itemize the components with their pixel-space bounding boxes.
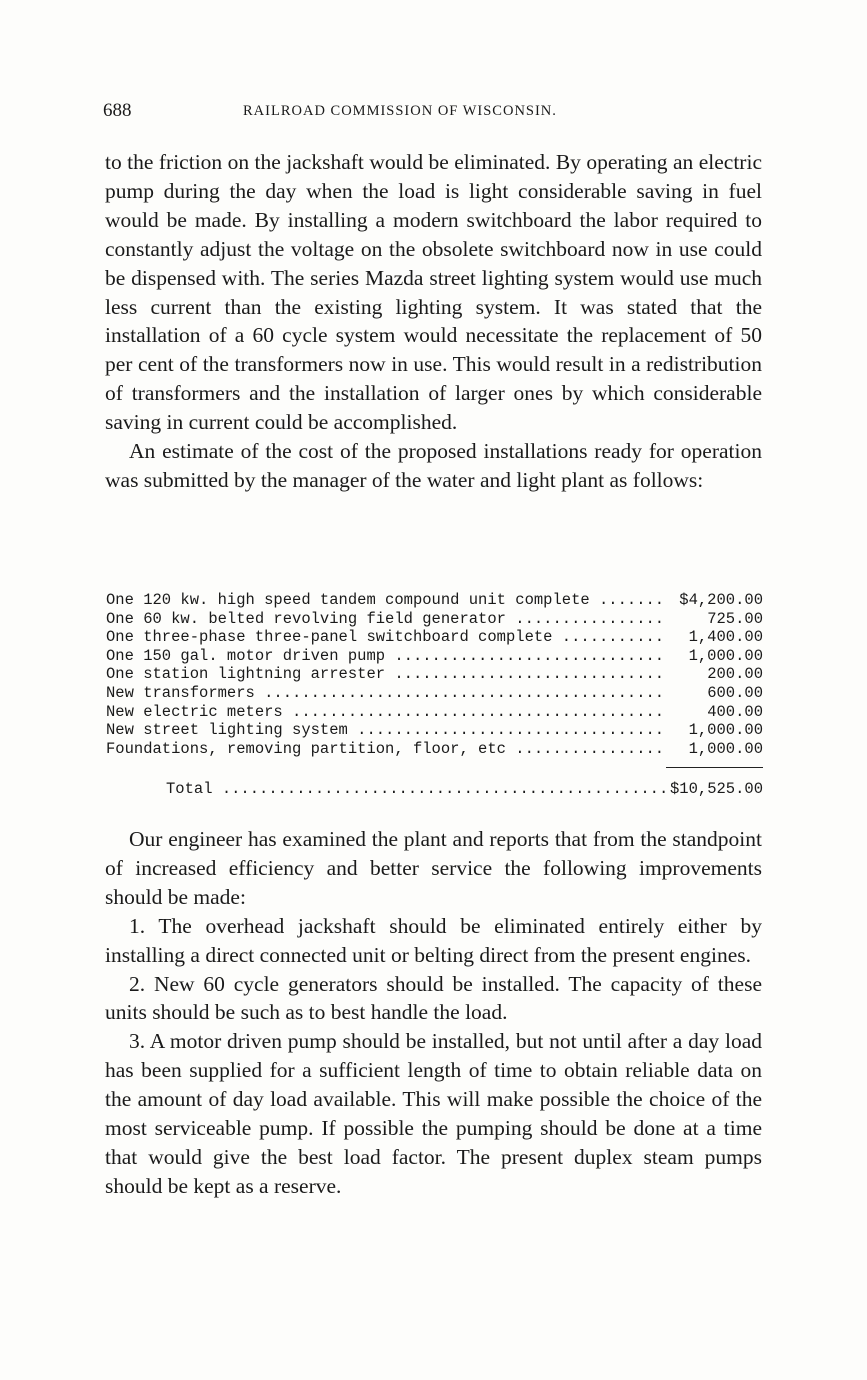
table-row <box>106 740 763 759</box>
row-amount: 725.00 <box>703 610 763 629</box>
table-row <box>106 703 763 722</box>
row-item: One station lightning arrester ..... <box>106 665 666 684</box>
total-row <box>166 779 763 799</box>
row-item: One 150 gal. motor driven pump ..... <box>106 647 666 666</box>
paragraph-item-1: 1. The overhead jackshaft should be eliminated entirely either by installing a direct connected unit or belting direct from the present engines. <box>105 913 762 967</box>
paragraph-friction: to the friction on the jackshaft would be eliminated. By operating an electric pump during the day when the load is light considerable saving in fuel would be made. By installing a modern switchboard the labor required to constantly adjust the voltage on the obsolete switchboard now in use could be dispensed with. The series Mazda street lighting system would use much less current than the existing lighting system. It was stated that the installation of a 60 cycle system would necessitate the replacement of 50 per cent of the transformers now in use. This would result in a redistribution of transformers and the installation of larger ones by which considerable saving in current could be accomplished. <box>105 150 762 435</box>
row-item: New electric meters ..... <box>106 703 666 722</box>
cost-estimate-table <box>106 591 763 798</box>
page-number: 688 <box>103 100 132 121</box>
table-row <box>106 665 763 684</box>
row-amount: 1,000.00 <box>685 647 763 666</box>
row-amount: 400.00 <box>703 703 763 722</box>
row-item: New street lighting system ..... <box>106 721 666 740</box>
row-item: One 60 kw. belted revolving field generator ..... <box>106 610 666 629</box>
total-rule <box>666 767 763 768</box>
row-item: One three-phase three-panel switchboard complete ..... <box>106 628 666 647</box>
paragraph-item-3: 3. A motor driven pump should be installed, but not until after a day load has been supplied for a sufficient length of time to obtain reliable data on the amount of day load available. This will make possible the choice of the most serviceable pump. If possible the pumping should be done at a time that would give the best load factor. The present duplex steam pumps should be kept as a reserve. <box>105 1029 762 1198</box>
table-row <box>106 628 763 647</box>
row-amount: $4,200.00 <box>675 591 763 610</box>
page-header <box>103 100 763 126</box>
paragraph-engineer-report: Our engineer has examined the plant and reports that from the standpoint of increased efficiency and better service the following improvements should be made: <box>105 827 762 909</box>
row-amount: 1,400.00 <box>685 628 763 647</box>
body-text-bottom <box>105 825 762 1201</box>
row-item: New transformers ..... <box>106 684 666 703</box>
row-amount: 1,000.00 <box>685 721 763 740</box>
total-label: Total ..... <box>166 779 666 799</box>
total-amount: $10,525.00 <box>669 780 763 798</box>
row-amount: 600.00 <box>703 684 763 703</box>
table-row <box>106 610 763 629</box>
table-row <box>106 684 763 703</box>
paragraph-estimate-intro: An estimate of the cost of the proposed installations ready for operation was submitted by the manager of the water and light plant as follows: <box>105 439 762 492</box>
running-head: RAILROAD COMMISSION OF WISCONSIN. <box>243 103 557 119</box>
table-row <box>106 647 763 666</box>
table-row <box>106 591 763 610</box>
paragraph-item-2: 2. New 60 cycle generators should be installed. The capacity of these units should be such as to best handle the load. <box>105 971 762 1025</box>
row-amount: 1,000.00 <box>685 740 763 759</box>
row-item: One 120 kw. high speed tandem compound unit complete ..... <box>106 591 666 610</box>
body-text-top <box>105 148 762 495</box>
table-row <box>106 721 763 740</box>
row-amount: 200.00 <box>703 665 763 684</box>
row-item: Foundations, removing partition, floor, etc ..... <box>106 740 666 759</box>
